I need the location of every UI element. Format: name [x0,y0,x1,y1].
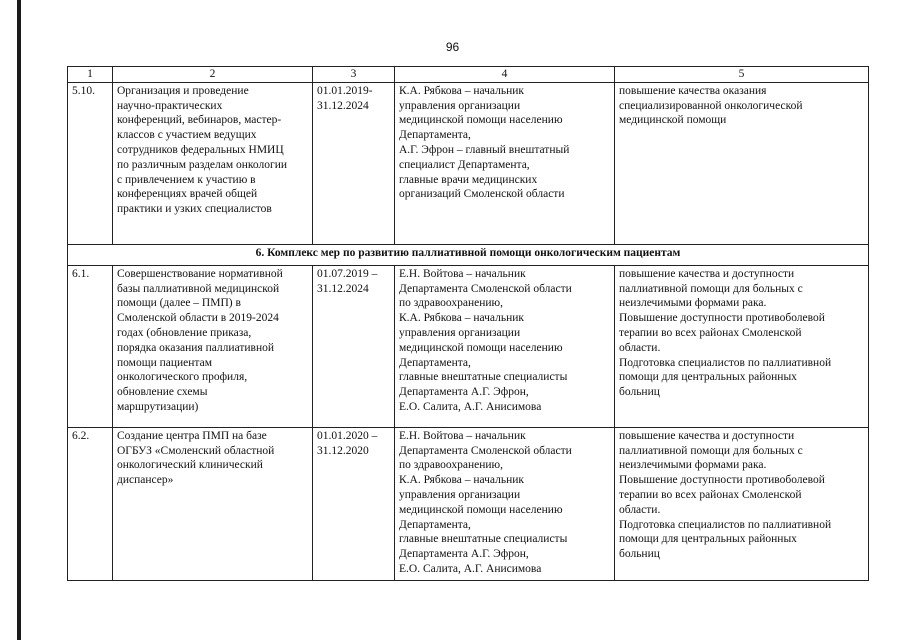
cell-text-line: медицинской помощи населению [399,503,563,516]
cell-text-line: классов с участием ведущих [117,129,257,142]
activity-cell [113,82,313,244]
table-row [68,82,869,244]
cell-text-line: 01.01.2020 – [317,429,378,442]
cell-text-line: онкологического профиля, [117,371,248,384]
cell-text-line: маршрутизации) [117,400,199,413]
period-cell [313,265,395,427]
cell-text-line: специалист Департамента, [399,158,530,171]
section-heading: 6. Комплекс мер по развитию паллиативной помощи онкологическим пациентам [68,244,869,265]
cell-text-line: Департамента А.Г. Эфрон, [399,548,529,561]
cell-text-line: по здравоохранению, [399,297,504,310]
cell-text-line: паллиативной помощи для больных с [619,444,803,457]
cell-text-line: повышение качества оказания [619,84,767,97]
column-header: 5 [615,67,869,83]
table-row [68,265,869,427]
activity-table [67,66,869,581]
cell-text-line: Е.Н. Войтова – начальник [399,267,526,280]
result-cell [615,82,869,244]
cell-text-line: помощи (далее – ПМП) в [117,297,241,310]
cell-text-line: главные внештатные специалисты [399,371,568,384]
row-number: 6.2. [68,427,113,580]
cell-text-line: К.А. Рябкова – начальник [399,84,525,97]
row-number: 5.10. [68,82,113,244]
result-cell [615,265,869,427]
cell-text-line: Повышение доступности противоболевой [619,312,825,325]
cell-text-line: К.А. Рябкова – начальник [399,474,525,487]
cell-text-line: помощи пациентам [117,356,212,369]
cell-text-line: Департамента А.Г. Эфрон, [399,386,529,399]
cell-text-line: сотрудников федеральных НМИЦ [117,143,284,156]
cell-text-line: больниц [619,548,660,561]
cell-text-line: главные внештатные специалисты [399,533,568,546]
cell-text-line: Создание центра ПМП на базе [117,429,267,442]
cell-text-line: порядка оказания паллиативной [117,341,275,354]
cell-text-line: ОГБУЗ «Смоленский областной [117,444,275,457]
cell-text-line: конференций, вебинаров, мастер- [117,114,282,127]
cell-text-line: 31.12.2024 [317,282,369,295]
cell-text-line: базы паллиативной медицинской [117,282,280,295]
cell-text-line: помощи для центральных районных [619,371,797,384]
cell-text-line: паллиативной помощи для больных с [619,282,803,295]
cell-text-line: диспансер» [117,474,174,487]
column-header: 1 [68,67,113,83]
cell-text-line: терапии во всех районах Смоленской [619,488,802,501]
cell-text-line: Подготовка специалистов по паллиативной [619,518,832,531]
cell-text-line: области. [619,341,661,354]
activity-cell [113,265,313,427]
cell-text-line: Организация и проведение [117,84,249,97]
cell-text-line: 31.12.2020 [317,444,369,457]
cell-text-line: управления организации [399,99,521,112]
column-header: 2 [113,67,313,83]
cell-text-line: годах (обновление приказа, [117,326,252,339]
row-number: 6.1. [68,265,113,427]
cell-text-line: Повышение доступности противоболевой [619,474,825,487]
cell-text-line: области. [619,503,661,516]
cell-text-line: 01.01.2019- [317,84,373,97]
cell-text-line: Е.О. Салита, А.Г. Анисимова [399,400,542,413]
cell-text-line: конференциях врачей общей [117,188,258,201]
cell-text-line: К.А. Рябкова – начальник [399,312,525,325]
activity-cell [113,427,313,580]
table-row [68,427,869,580]
cell-text-line: А.Г. Эфрон – главный внештатный [399,143,570,156]
cell-text-line: Департамента, [399,356,471,369]
responsible-cell [395,427,615,580]
cell-text-line: Совершенствование нормативной [117,267,283,280]
cell-text-line: практики и узких специалистов [117,203,272,216]
page-number: 96 [445,40,460,54]
cell-text-line: неизлечимыми формами рака. [619,297,767,310]
cell-text-line: медицинской помощи населению [399,114,563,127]
column-header: 3 [313,67,395,83]
cell-text-line: повышение качества и доступности [619,429,795,442]
cell-text-line: Смоленской области в 2019-2024 [117,312,279,325]
cell-text-line: онкологический клинический [117,459,263,472]
cell-text-line: по различным разделам онкологии [117,158,288,171]
responsible-cell [395,82,615,244]
cell-text-line: Подготовка специалистов по паллиативной [619,356,832,369]
cell-text-line: терапии во всех районах Смоленской [619,326,802,339]
cell-text-line: медицинской помощи населению [399,341,563,354]
cell-text-line: с привлечением к участию в [117,173,256,186]
period-cell [313,427,395,580]
table-header-row [68,67,869,83]
cell-text-line: Департамента Смоленской области [399,282,572,295]
cell-text-line: 01.07.2019 – [317,267,378,280]
cell-text-line: Е.Н. Войтова – начальник [399,429,526,442]
cell-text-line: медицинской помощи [619,114,727,127]
cell-text-line: Департамента, [399,518,471,531]
cell-text-line: управления организации [399,488,521,501]
cell-text-line: обновление схемы [117,386,208,399]
responsible-cell [395,265,615,427]
cell-text-line: 31.12.2024 [317,99,369,112]
cell-text-line: помощи для центральных районных [619,533,797,546]
scan-edge-bar [17,0,21,640]
cell-text-line: повышение качества и доступности [619,267,795,280]
cell-text-line: организаций Смоленской области [399,188,565,201]
result-cell [615,427,869,580]
cell-text-line: Департамента Смоленской области [399,444,572,457]
column-header: 4 [395,67,615,83]
cell-text-line: больниц [619,386,660,399]
cell-text-line: управления организации [399,326,521,339]
cell-text-line: Е.О. Салита, А.Г. Анисимова [399,562,542,575]
cell-text-line: по здравоохранению, [399,459,504,472]
cell-text-line: специализированной онкологической [619,99,803,112]
cell-text-line: неизлечимыми формами рака. [619,459,767,472]
cell-text-line: научно-практических [117,99,223,112]
cell-text-line: главные врачи медицинских [399,173,538,186]
period-cell [313,82,395,244]
section-row [68,244,869,265]
cell-text-line: Департамента, [399,129,471,142]
